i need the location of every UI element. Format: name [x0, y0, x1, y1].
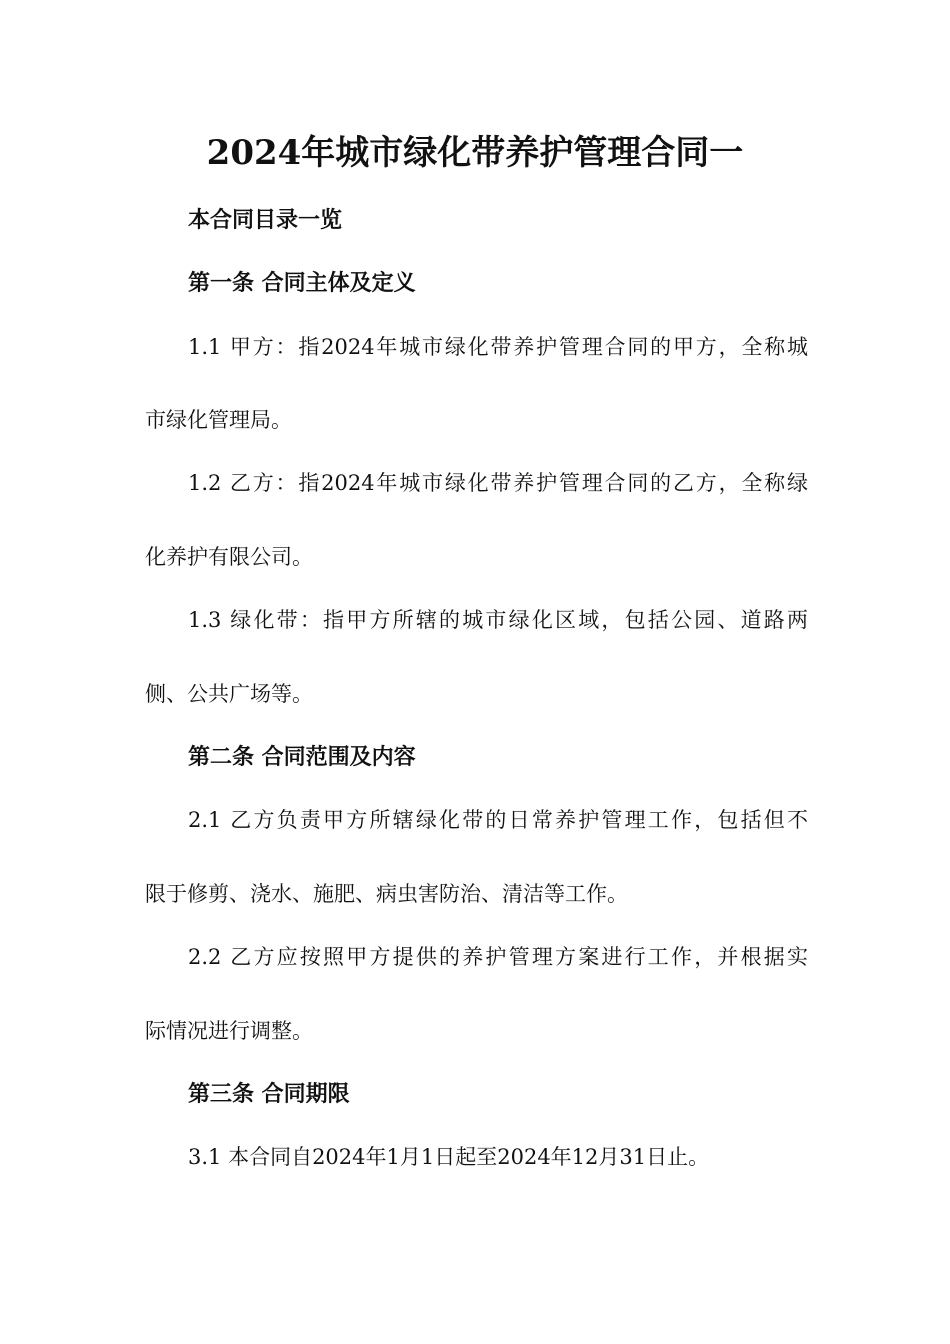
clause-1-3-line-1: 1.3 绿化带：指甲方所辖的城市绿化区域，包括公园、道路两	[188, 608, 808, 632]
clause-2-1-line-2: 限于修剪、浇水、施肥、病虫害防治、清洁等工作。	[145, 882, 628, 906]
document-title: 2024年城市绿化带养护管理合同一	[206, 133, 744, 173]
clause-2-2-line-1: 2.2 乙方应按照甲方提供的养护管理方案进行工作，并根据实	[188, 945, 808, 969]
toc-heading: 本合同目录一览	[188, 207, 343, 233]
article-3-heading: 第三条 合同期限	[188, 1081, 350, 1107]
clause-1-1-line-2: 市绿化管理局。	[145, 408, 292, 432]
article-1-heading: 第一条 合同主体及定义	[188, 270, 416, 296]
clause-2-1-line-1: 2.1 乙方负责甲方所辖绿化带的日常养护管理工作，包括但不	[188, 808, 808, 832]
article-2-heading: 第二条 合同范围及内容	[188, 744, 416, 770]
clause-2-2-line-2: 际情况进行调整。	[145, 1019, 313, 1043]
clause-1-2-line-2: 化养护有限公司。	[145, 545, 313, 569]
clause-1-3-line-2: 侧、公共广场等。	[145, 682, 313, 706]
clause-1-2-line-1: 1.2 乙方：指2024年城市绿化带养护管理合同的乙方，全称绿	[188, 471, 808, 495]
clause-1-1-line-1: 1.1 甲方：指2024年城市绿化带养护管理合同的甲方，全称城	[188, 335, 808, 359]
clause-3-1-line-1: 3.1 本合同自2024年1月1日起至2024年12月31日止。	[188, 1145, 710, 1169]
